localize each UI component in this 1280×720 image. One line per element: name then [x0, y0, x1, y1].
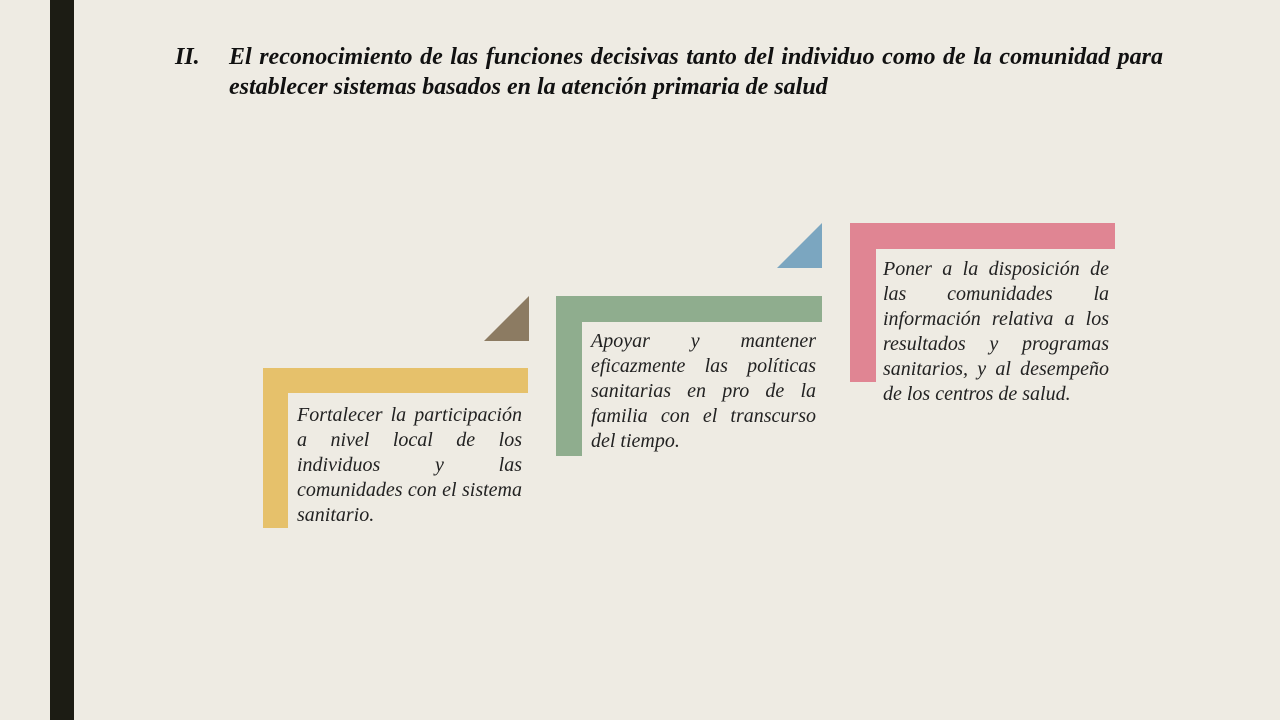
step-3-text: Poner a la disposición de las comunidades la información relativa a los resultados y programas sanitarios, y al desempeño de los centros de salud. [883, 258, 1109, 405]
heading-number: II. [175, 44, 200, 70]
step-1-text: Fortalecer la participación a nivel local de los individuos y las comunidades con el sistema sanitario. [297, 404, 522, 526]
step-3-vertical-bar [850, 223, 876, 382]
step-3-horizontal-bar [850, 223, 1115, 249]
step-2-vertical-bar [556, 296, 582, 456]
step-2-corner-triangle [777, 223, 822, 268]
step-2-horizontal-bar [556, 296, 822, 322]
step-1-horizontal-bar [263, 368, 528, 393]
step-1-corner-triangle [484, 296, 529, 341]
side-accent-bar [50, 0, 74, 720]
heading-text: El reconocimiento de las funciones decisivas tanto del individuo como de la comunidad para establecer sistemas basados en la atención primaria de salud [229, 44, 1163, 100]
step-1-vertical-bar [263, 368, 288, 528]
step-2-text: Apoyar y mantener eficazmente las políticas sanitarias en pro de la familia con el transcurso del tiempo. [591, 330, 816, 452]
